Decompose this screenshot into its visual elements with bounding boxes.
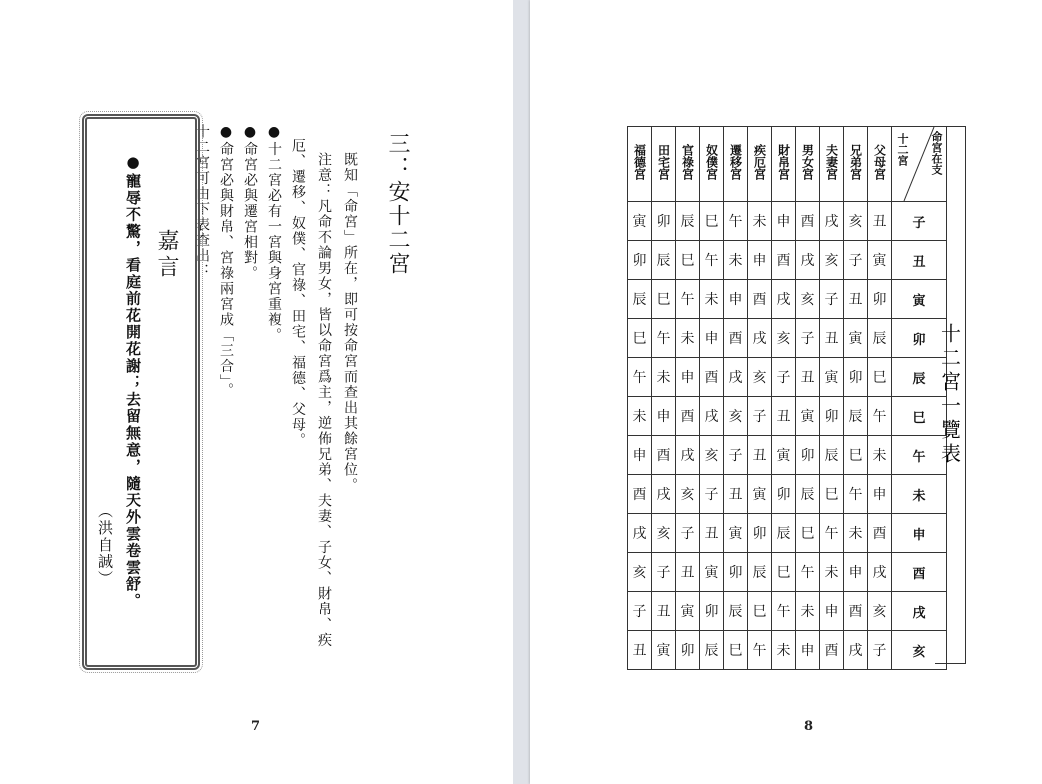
column-header-label: 疾厄宮 — [752, 144, 767, 180]
table-cell: 辰 — [652, 241, 676, 280]
table-cell: 未 — [676, 319, 700, 358]
table-cell: 巳 — [676, 241, 700, 280]
table-cell: 未 — [820, 553, 844, 592]
table-cell: 午 — [772, 592, 796, 631]
table-cell: 卯 — [700, 592, 724, 631]
table-cell: 辰 — [676, 202, 700, 241]
table-cell: 巳 — [796, 514, 820, 553]
table-row — [628, 436, 947, 475]
branch-cell: 酉 — [892, 553, 947, 592]
table-cell: 丑 — [700, 514, 724, 553]
branch-cell: 辰 — [892, 358, 947, 397]
table-cell: 丑 — [724, 475, 748, 514]
table-cell: 午 — [652, 319, 676, 358]
table-cell: 亥 — [844, 202, 868, 241]
column-header-label: 夫妻宮 — [824, 144, 839, 180]
table-cell: 巳 — [820, 475, 844, 514]
column-header-label: 官祿宮 — [680, 144, 695, 180]
table-cell: 子 — [772, 358, 796, 397]
table-cell: 寅 — [748, 475, 772, 514]
table-cell: 辰 — [772, 514, 796, 553]
table-cell: 申 — [652, 397, 676, 436]
table-cell: 辰 — [844, 397, 868, 436]
table-cell: 卯 — [820, 397, 844, 436]
table-row — [628, 397, 947, 436]
table-cell: 丑 — [748, 436, 772, 475]
branch-cell: 戌 — [892, 592, 947, 631]
column-header-label: 遷移宮 — [728, 144, 743, 180]
table-cell: 亥 — [820, 241, 844, 280]
table-cell: 丑 — [844, 280, 868, 319]
branch-cell: 巳 — [892, 397, 947, 436]
page-number-left: 7 — [251, 719, 261, 734]
table-cell: 戌 — [772, 280, 796, 319]
table-cell: 酉 — [868, 514, 892, 553]
table-cell: 亥 — [772, 319, 796, 358]
column-header — [772, 127, 796, 202]
table-cell: 未 — [868, 436, 892, 475]
table-cell: 亥 — [652, 514, 676, 553]
table-cell: 亥 — [724, 397, 748, 436]
body-column-5: ●命宮必與遷宮相對。 — [242, 124, 258, 281]
branch-cell: 未 — [892, 475, 947, 514]
table-cell: 未 — [772, 631, 796, 670]
table-cell: 巳 — [844, 436, 868, 475]
table-cell: 寅 — [652, 631, 676, 670]
table-row — [628, 202, 947, 241]
column-header-label: 兄弟宮 — [848, 144, 863, 180]
table-cell: 未 — [844, 514, 868, 553]
table-cell: 午 — [724, 202, 748, 241]
table-cell: 午 — [868, 397, 892, 436]
table-cell: 酉 — [676, 397, 700, 436]
body-column-4: ●十二宮必有一宮與身宮重複。 — [266, 124, 282, 343]
table-cell: 丑 — [652, 592, 676, 631]
table-cell: 巳 — [868, 358, 892, 397]
table-cell: 卯 — [796, 436, 820, 475]
body-column-6: ●命宮必與財帛、宮祿兩宮成「三合」。 — [218, 124, 234, 398]
table-cell: 寅 — [772, 436, 796, 475]
table-cell: 酉 — [700, 358, 724, 397]
table-cell: 寅 — [820, 358, 844, 397]
table-cell: 申 — [748, 241, 772, 280]
table-cell: 未 — [724, 241, 748, 280]
body-column-2: 注意：凡命不論男女，皆以命宮爲主，逆佈兄弟、夫妻、子女、財帛、疾 — [316, 152, 332, 648]
table-cell: 寅 — [796, 397, 820, 436]
table-cell: 戌 — [748, 319, 772, 358]
table-cell: 子 — [820, 280, 844, 319]
table-cell: 戌 — [844, 631, 868, 670]
quote-title: 嘉言 — [154, 229, 179, 281]
table-cell: 申 — [868, 475, 892, 514]
table-cell: 寅 — [844, 319, 868, 358]
table-cell: 未 — [652, 358, 676, 397]
table-row — [628, 319, 947, 358]
table-cell: 子 — [868, 631, 892, 670]
table-cell: 丑 — [796, 358, 820, 397]
header-corner-a: 十二宮 — [896, 133, 909, 166]
table-cell: 酉 — [628, 475, 652, 514]
table-cell: 辰 — [724, 592, 748, 631]
table-header-row — [628, 127, 947, 202]
table-cell: 戌 — [652, 475, 676, 514]
table-cell: 午 — [820, 514, 844, 553]
table-row — [628, 358, 947, 397]
column-header-label: 福德宮 — [632, 144, 647, 180]
quote-attribution: （洪自誠） — [96, 503, 114, 587]
table-cell: 辰 — [820, 436, 844, 475]
column-header — [748, 127, 772, 202]
table-cell: 子 — [700, 475, 724, 514]
branch-cell: 午 — [892, 436, 947, 475]
table-cell: 申 — [796, 631, 820, 670]
table-cell: 丑 — [820, 319, 844, 358]
table-cell: 酉 — [724, 319, 748, 358]
table-cell: 子 — [652, 553, 676, 592]
table-cell: 戌 — [796, 241, 820, 280]
branch-cell: 卯 — [892, 319, 947, 358]
table-cell: 寅 — [868, 241, 892, 280]
book-spine — [513, 0, 530, 784]
table-cell: 卯 — [724, 553, 748, 592]
table-cell: 午 — [676, 280, 700, 319]
table-cell: 亥 — [748, 358, 772, 397]
table-cell: 酉 — [844, 592, 868, 631]
column-header — [724, 127, 748, 202]
table-row — [628, 514, 947, 553]
column-header — [700, 127, 724, 202]
column-header — [676, 127, 700, 202]
table-cell: 巳 — [772, 553, 796, 592]
table-cell: 丑 — [676, 553, 700, 592]
table-cell: 亥 — [628, 553, 652, 592]
column-header — [868, 127, 892, 202]
table-cell: 申 — [844, 553, 868, 592]
table-cell: 酉 — [748, 280, 772, 319]
column-header-label: 父母宮 — [872, 144, 887, 180]
table-cell: 卯 — [676, 631, 700, 670]
column-header — [796, 127, 820, 202]
table-cell: 未 — [748, 202, 772, 241]
table-cell: 亥 — [868, 592, 892, 631]
table-cell: 辰 — [628, 280, 652, 319]
table-cell: 戌 — [700, 397, 724, 436]
table-cell: 午 — [796, 553, 820, 592]
table-cell: 酉 — [796, 202, 820, 241]
table-title-box — [935, 126, 966, 664]
table-title: 十二宮一覽表 — [937, 323, 962, 467]
table-cell: 申 — [772, 202, 796, 241]
column-header — [652, 127, 676, 202]
table-cell: 寅 — [676, 592, 700, 631]
header-corner-b: 命宮在支 — [930, 131, 943, 175]
table-cell: 寅 — [724, 514, 748, 553]
table-cell: 午 — [844, 475, 868, 514]
quote-text: ●寵辱不驚，看庭前花開花謝；去留無意，隨天外雲卷雲舒。 — [124, 153, 142, 610]
quote-frame — [82, 114, 200, 670]
body-column-1: 既知「命宮」所在，即可按命宮而查出其餘宮位。 — [342, 152, 358, 493]
table-row — [628, 553, 947, 592]
table-cell: 寅 — [628, 202, 652, 241]
table-cell: 亥 — [676, 475, 700, 514]
table-cell: 子 — [796, 319, 820, 358]
table-cell: 卯 — [844, 358, 868, 397]
table-cell: 卯 — [748, 514, 772, 553]
branch-cell: 寅 — [892, 280, 947, 319]
body-column-3: 厄、遷移、奴僕、官祿、田宅、福德、父母。 — [290, 138, 306, 448]
table-cell: 子 — [724, 436, 748, 475]
table-cell: 丑 — [868, 202, 892, 241]
table-cell: 丑 — [628, 631, 652, 670]
table-cell: 申 — [724, 280, 748, 319]
table-cell: 午 — [700, 241, 724, 280]
table-row — [628, 241, 947, 280]
table-cell: 辰 — [868, 319, 892, 358]
table-cell: 巳 — [748, 592, 772, 631]
table-row — [628, 592, 947, 631]
branch-cell: 申 — [892, 514, 947, 553]
table-cell: 午 — [748, 631, 772, 670]
column-header-label: 男女宮 — [800, 144, 815, 180]
column-header-label: 奴僕宮 — [704, 144, 719, 180]
table-cell: 申 — [700, 319, 724, 358]
table-row — [628, 280, 947, 319]
table-cell: 亥 — [796, 280, 820, 319]
table-cell: 戌 — [820, 202, 844, 241]
table-cell: 酉 — [652, 436, 676, 475]
table-cell: 酉 — [772, 241, 796, 280]
table-cell: 子 — [844, 241, 868, 280]
table-row — [628, 475, 947, 514]
table-cell: 申 — [820, 592, 844, 631]
table-cell: 未 — [628, 397, 652, 436]
branch-cell: 亥 — [892, 631, 947, 670]
table-cell: 未 — [700, 280, 724, 319]
table-cell: 卯 — [868, 280, 892, 319]
column-header — [844, 127, 868, 202]
table-cell: 戌 — [676, 436, 700, 475]
branch-cell: 丑 — [892, 241, 947, 280]
column-header-label: 財帛宮 — [776, 144, 791, 180]
table-cell: 戌 — [724, 358, 748, 397]
table-cell: 子 — [748, 397, 772, 436]
table-cell: 辰 — [796, 475, 820, 514]
table-cell: 申 — [628, 436, 652, 475]
page-number-right: 8 — [804, 719, 814, 734]
table-cell: 子 — [676, 514, 700, 553]
table-cell: 巳 — [700, 202, 724, 241]
column-header — [820, 127, 844, 202]
column-header-label: 田宅宮 — [656, 144, 671, 180]
table-cell: 未 — [796, 592, 820, 631]
table-cell: 辰 — [748, 553, 772, 592]
table-row — [628, 631, 947, 670]
table-cell: 申 — [676, 358, 700, 397]
column-header — [628, 127, 652, 202]
table-cell: 寅 — [700, 553, 724, 592]
table-cell: 巳 — [628, 319, 652, 358]
table-cell: 巳 — [724, 631, 748, 670]
table-cell: 午 — [628, 358, 652, 397]
table-cell: 戌 — [628, 514, 652, 553]
palace-table — [627, 126, 947, 670]
table-cell: 戌 — [868, 553, 892, 592]
table-cell: 卯 — [772, 475, 796, 514]
section-title: 三：安十二宮 — [385, 132, 410, 276]
table-cell: 辰 — [700, 631, 724, 670]
table-cell: 巳 — [652, 280, 676, 319]
table-cell: 卯 — [628, 241, 652, 280]
table-cell: 丑 — [772, 397, 796, 436]
table-cell: 酉 — [820, 631, 844, 670]
table-cell: 子 — [628, 592, 652, 631]
table-cell: 卯 — [652, 202, 676, 241]
branch-cell: 子 — [892, 202, 947, 241]
body-column-7: 十二宮可由下表查出： — [194, 124, 210, 279]
left-page — [0, 0, 513, 784]
table-cell: 亥 — [700, 436, 724, 475]
